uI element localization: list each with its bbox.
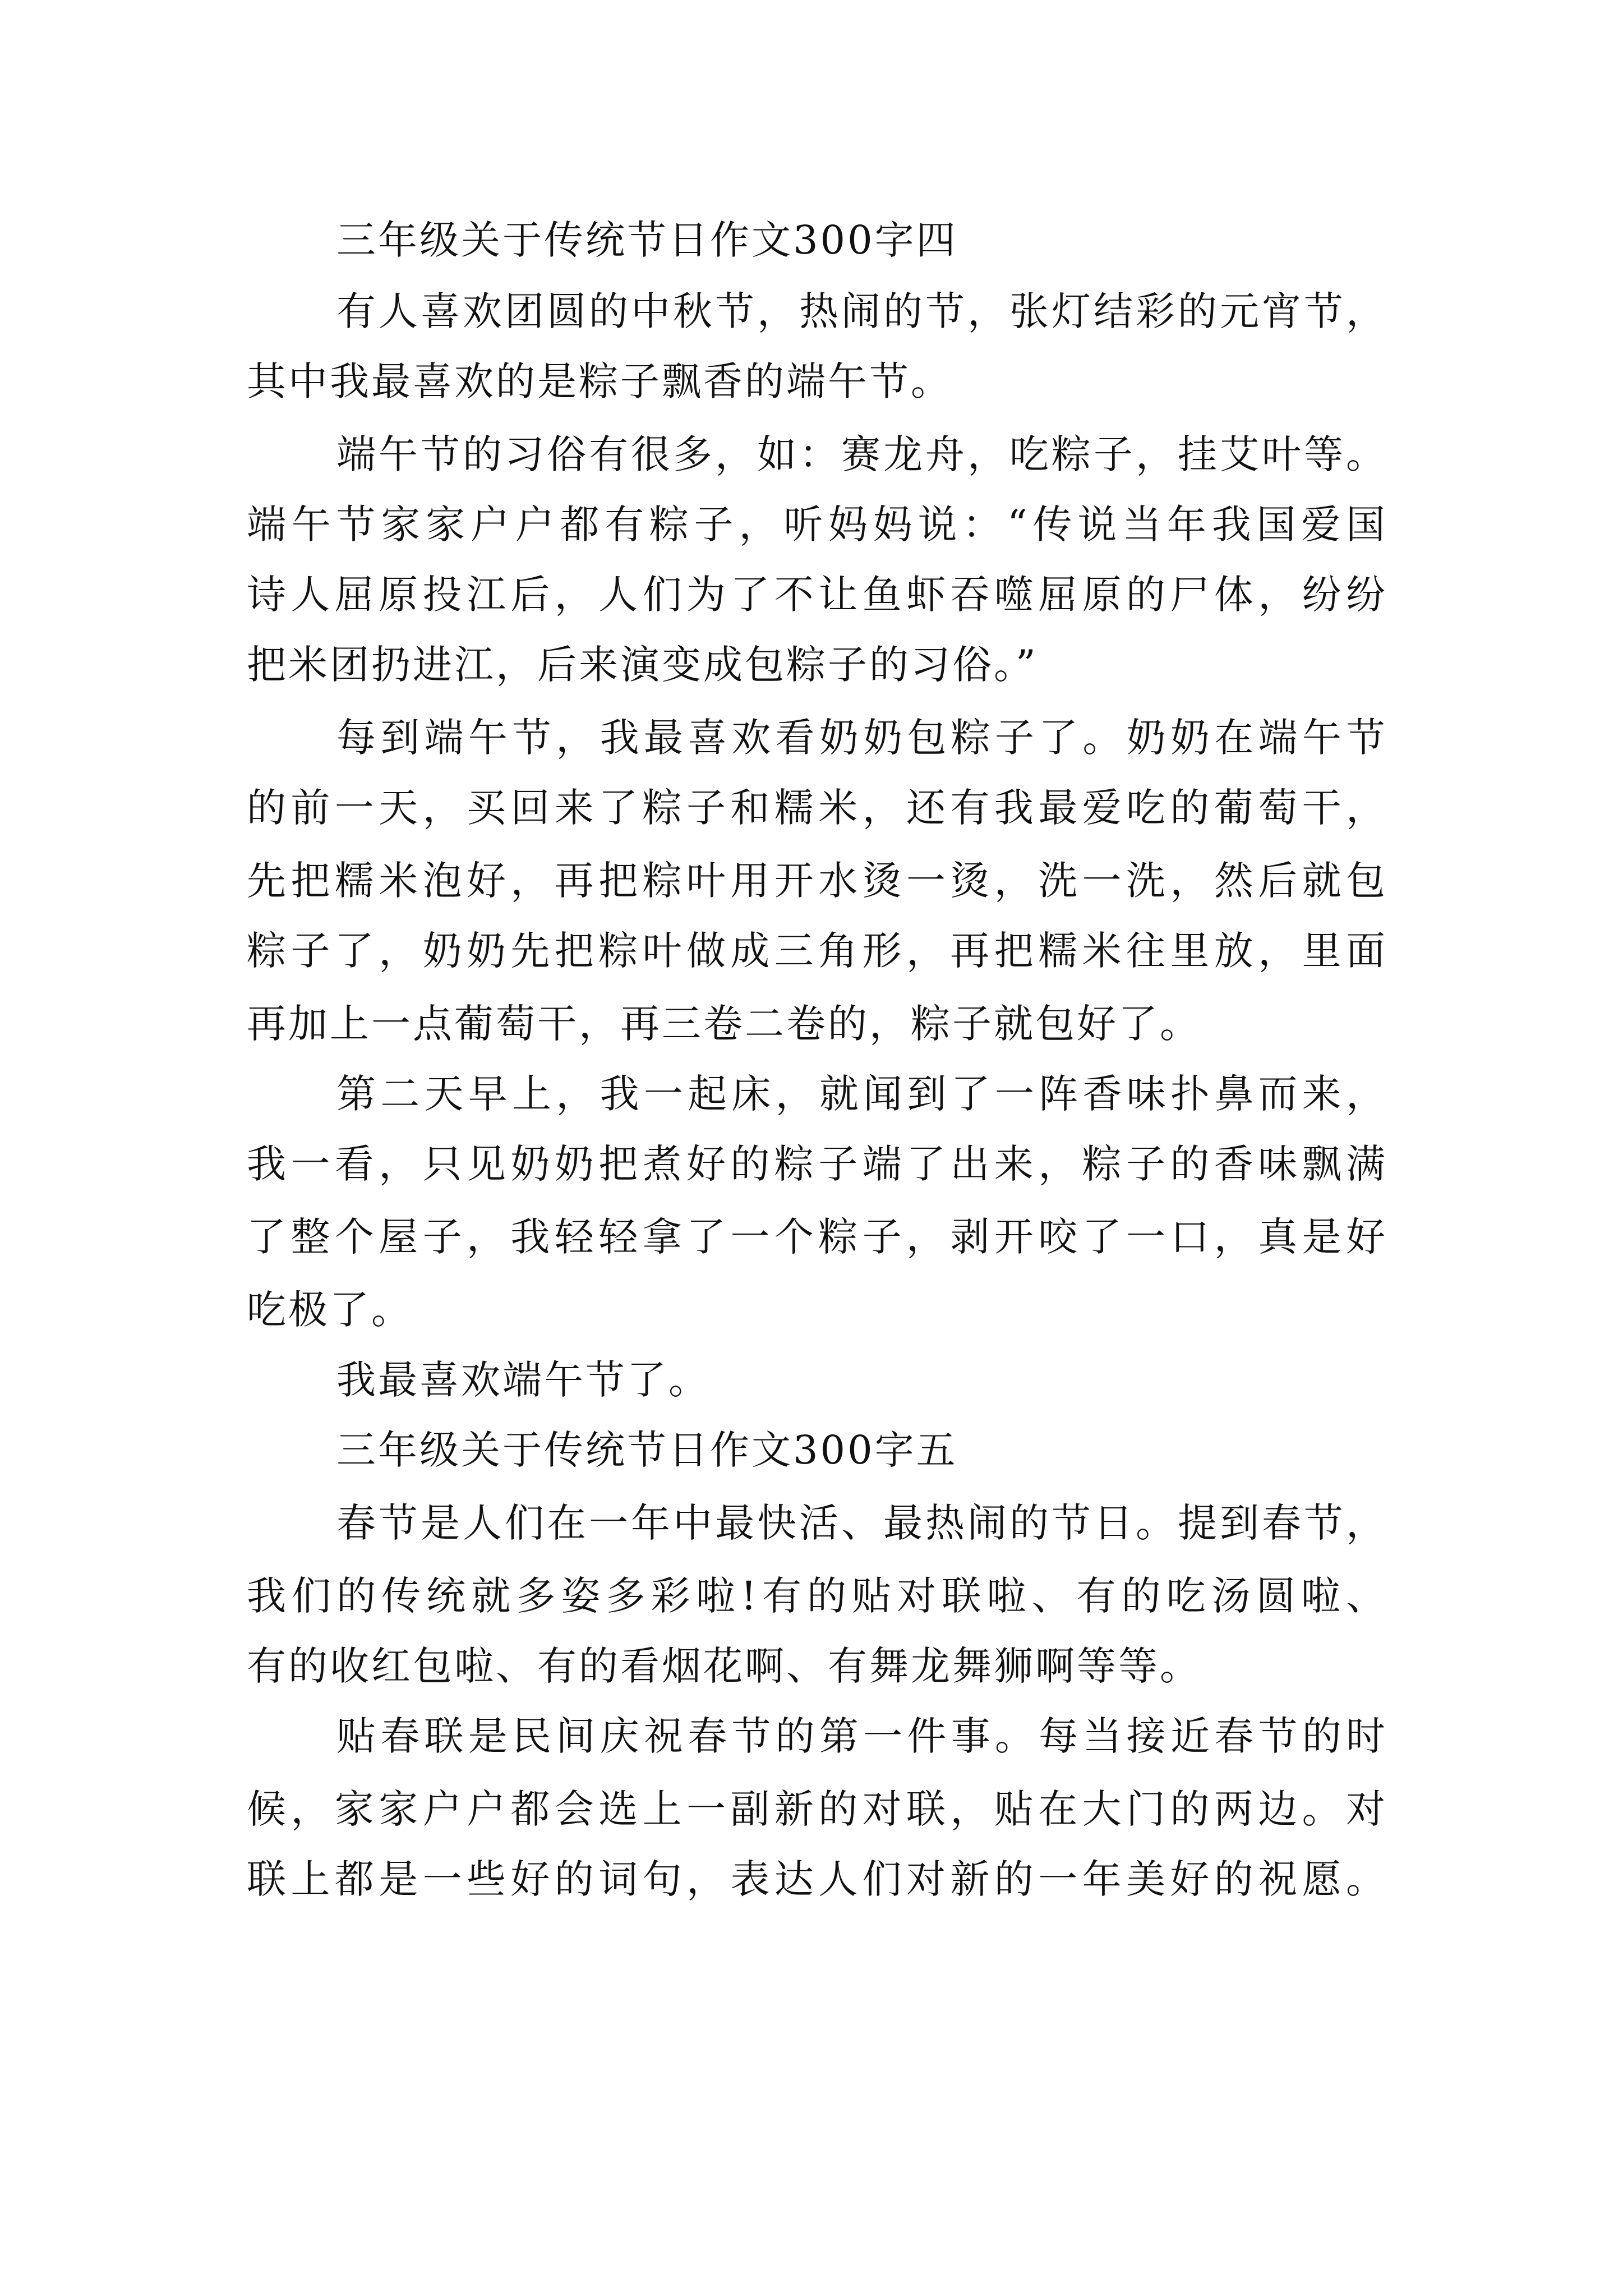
text-line: 粽子了，奶奶先把粽叶做成三角形，再把糯米往里放，里面: [247, 928, 1385, 974]
text-line: 候，家家户户都会选上一副新的对联，贴在大门的两边。对: [247, 1786, 1385, 1832]
text-line: 其中我最喜欢的是粽子飘香的端午节。: [247, 358, 952, 404]
text-line: 有人喜欢团圆的中秋节，热闹的节，张灯结彩的元宵节，: [336, 288, 1385, 334]
text-line: 春节是人们在一年中最快活、最热闹的节日。提到春节，: [336, 1500, 1385, 1546]
text-line: 端午节家家户户都有粽子，听妈妈说：“传说当年我国爱国: [247, 501, 1385, 547]
text-line: 联上都是一些好的词句，表达人们对新的一年美好的祝愿。: [247, 1856, 1385, 1902]
essay-heading: 三年级关于传统节日作文300字五: [336, 1427, 958, 1473]
text-line: 诗人屈原投江后，人们为了不让鱼虾吞噬屈原的尸体，纷纷: [247, 572, 1385, 618]
text-line: 再加上一点葡萄干，再三卷二卷的，粽子就包好了。: [247, 1001, 1201, 1047]
text-line: 每到端午节，我最喜欢看奶奶包粽子了。奶奶在端午节: [336, 715, 1385, 761]
text-line: 了整个屋子，我轻轻拿了一个粽子，剥开咬了一口，真是好: [247, 1214, 1385, 1260]
text-line: 贴春联是民间庆祝春节的第一件事。每当接近春节的时: [336, 1713, 1385, 1759]
text-line: 的前一天，买回来了粽子和糯米，还有我最爱吃的葡萄干，: [247, 785, 1385, 831]
essay-heading: 三年级关于传统节日作文300字四: [336, 217, 958, 263]
text-line: 有的收红包啦、有的看烟花啊、有舞龙舞狮啊等等。: [247, 1643, 1201, 1689]
text-line: 我一看，只见奶奶把煮好的粽子端了出来，粽子的香味飘满: [247, 1141, 1385, 1187]
text-line: 先把糯米泡好，再把粽叶用开水烫一烫，洗一洗，然后就包: [247, 858, 1385, 904]
text-line: 我最喜欢端午节了。: [336, 1357, 710, 1403]
text-line: 把米团扔进江，后来演变成包粽子的习俗。”: [247, 642, 1038, 688]
text-line: 第二天早上，我一起床，就闻到了一阵香味扑鼻而来，: [336, 1071, 1385, 1117]
text-line: 我们的传统就多姿多彩啦!有的贴对联啦、有的吃汤圆啦、: [247, 1573, 1385, 1619]
text-line: 吃极了。: [247, 1287, 413, 1333]
text-line: 端午节的习俗有很多，如：赛龙舟，吃粽子，挂艾叶等。: [336, 431, 1385, 477]
